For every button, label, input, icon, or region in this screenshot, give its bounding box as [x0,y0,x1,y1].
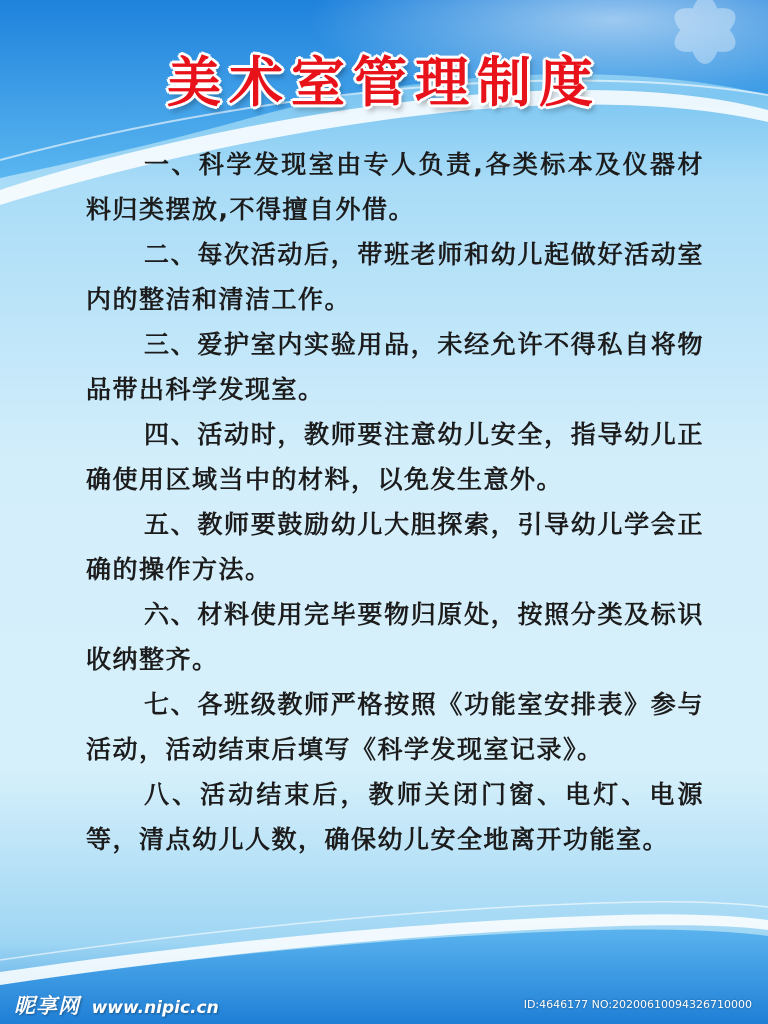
rule-item: 八、活动结束后，教师关闭门窗、电灯、电源等，清点幼儿人数，确保幼儿安全地离开功能室。 [86,780,704,854]
watermark-id: ID:4646177 NO:20200610094326710000 [523,998,752,1011]
watermark-url: www.nipic.cn [91,998,219,1018]
rule-item: 二、每次活动后，带班老师和幼儿起做好活动室内的整洁和清洁工作。 [86,240,704,314]
page-title: 美术室管理制度 [167,51,601,114]
rule-item: 四、活动时，教师要注意幼儿安全，指导幼儿正确使用区域当中的材料，以免发生意外。 [86,420,704,494]
rule-item: 六、材料使用完毕要物归原处，按照分类及标识收纳整齐。 [86,600,704,674]
site-watermark [14,990,219,1020]
watermark-brand: 昵享网 [14,994,80,1018]
rule-item: 五、教师要鼓励幼儿大胆探索，引导幼儿学会正确的操作方法。 [86,510,704,584]
rule-item: 七、各班级教师严格按照《功能室安排表》参与活动，活动结束后填写《科学发现室记录》。 [86,690,704,764]
rule-item: 一、科学发现室由专人负责,各类标本及仪器材料归类摆放,不得擅自外借。 [86,150,704,224]
rules-list [86,142,704,862]
rule-item: 三、爱护室内实验用品，未经允许不得私自将物品带出科学发现室。 [86,330,704,404]
